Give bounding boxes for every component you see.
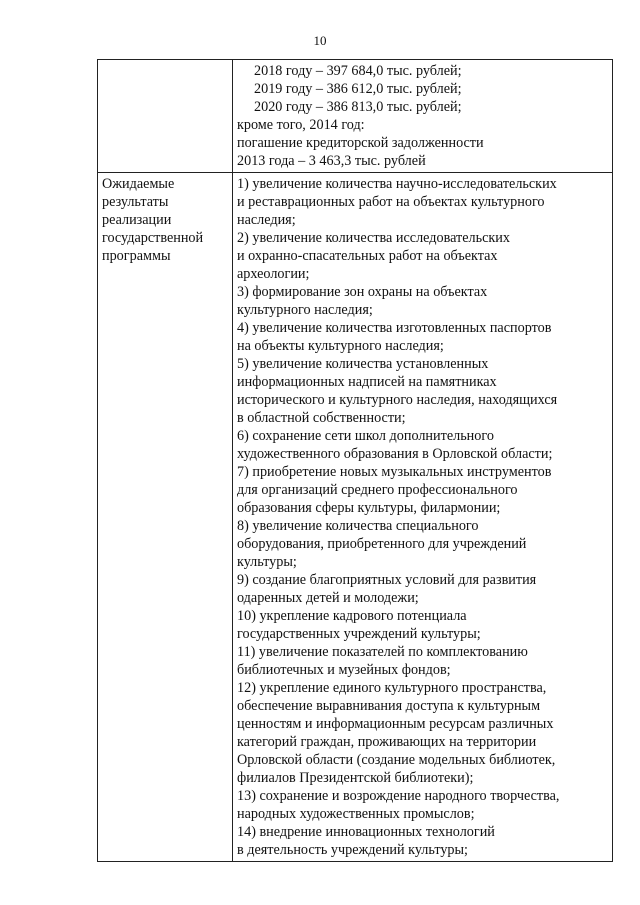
results-line: образования сферы культуры, филармонии; xyxy=(237,500,501,516)
results-line: государственных учреждений культуры; xyxy=(237,626,481,642)
results-line: 5) увеличение количества установленных xyxy=(237,356,489,372)
results-line: культурного наследия; xyxy=(237,302,373,318)
results-line: 9) создание благоприятных условий для развития xyxy=(237,572,537,588)
results-line: ценностям и информационным ресурсам различных xyxy=(237,716,554,732)
budget-line: 2018 году – 397 684,0 тыс. рублей; xyxy=(254,63,462,79)
results-line: 4) увеличение количества изготовленных паспортов xyxy=(237,320,552,336)
budget-row xyxy=(98,60,613,173)
results-line: 14) внедрение инновационных технологий xyxy=(237,824,495,840)
results-line: на объекты культурного наследия; xyxy=(237,338,444,354)
results-line: информационных надписей на памятниках xyxy=(237,374,497,390)
results-line: художественного образования в Орловской области; xyxy=(237,446,553,462)
results-line: 1) увеличение количества научно-исследовательских xyxy=(237,176,557,192)
results-line: 2) увеличение количества исследовательских xyxy=(237,230,510,246)
results-line: филиалов Президентской библиотеки); xyxy=(237,770,474,786)
results-line: народных художественных промыслов; xyxy=(237,806,475,822)
results-label-line: Ожидаемые xyxy=(102,176,175,192)
results-row xyxy=(98,173,613,862)
results-line: археологии; xyxy=(237,266,310,282)
results-line: культуры; xyxy=(237,554,297,570)
results-line: 8) увеличение количества специального xyxy=(237,518,479,534)
budget-content-cell xyxy=(233,60,613,173)
results-line: 13) сохранение и возрождение народного творчества, xyxy=(237,788,560,804)
budget-label-cell xyxy=(98,60,233,173)
results-label-line: результаты xyxy=(102,194,169,210)
budget-line: 2020 году – 386 813,0 тыс. рублей; xyxy=(254,99,462,115)
results-line: 7) приобретение новых музыкальных инструментов xyxy=(237,464,552,480)
results-line: 6) сохранение сети школ дополнительного xyxy=(237,428,494,444)
results-label-line: государственной xyxy=(102,230,204,246)
results-line: 3) формирование зон охраны на объектах xyxy=(237,284,488,300)
budget-line: погашение кредиторской задолженности xyxy=(237,135,484,151)
results-line: 12) укрепление единого культурного пространства, xyxy=(237,680,547,696)
budget-line: 2013 года – 3 463,3 тыс. рублей xyxy=(237,153,426,169)
program-passport-table xyxy=(97,59,613,862)
results-line: оборудования, приобретенного для учреждений xyxy=(237,536,527,552)
results-line: категорий граждан, проживающих на территории xyxy=(237,734,537,750)
results-line: и реставрационных работ на объектах культурного xyxy=(237,194,545,210)
results-line: 10) укрепление кадрового потенциала xyxy=(237,608,467,624)
results-line: для организаций среднего профессионального xyxy=(237,482,518,498)
results-line: исторического и культурного наследия, находящихся xyxy=(237,392,558,408)
results-line: Орловской области (создание модельных библиотек, xyxy=(237,752,556,768)
results-content-cell xyxy=(233,173,613,862)
results-line: одаренных детей и молодежи; xyxy=(237,590,419,606)
results-label-line: реализации xyxy=(102,212,172,228)
budget-line: кроме того, 2014 год: xyxy=(237,117,365,133)
results-label-cell xyxy=(98,173,233,862)
results-line: наследия; xyxy=(237,212,296,228)
results-label-line: программы xyxy=(102,248,171,264)
results-line: и охранно-спасательных работ на объектах xyxy=(237,248,498,264)
page-number: 10 xyxy=(313,33,327,48)
results-line: библиотечных и музейных фондов; xyxy=(237,662,451,678)
results-line: в областной собственности; xyxy=(237,410,406,426)
results-line: в деятельность учреждений культуры; xyxy=(237,842,468,858)
results-line: обеспечение выравнивания доступа к культурным xyxy=(237,698,541,714)
budget-line: 2019 году – 386 612,0 тыс. рублей; xyxy=(254,81,462,97)
results-line: 11) увеличение показателей по комплектованию xyxy=(237,644,528,660)
